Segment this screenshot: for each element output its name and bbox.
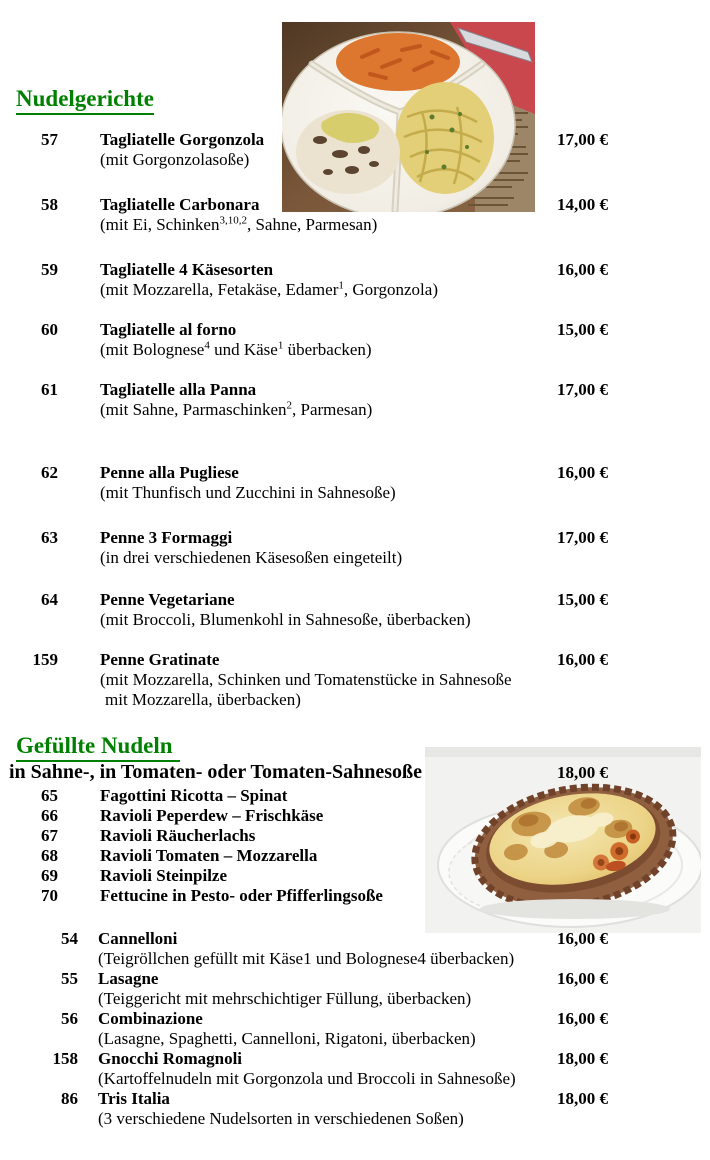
item-number: 65 <box>41 786 58 805</box>
sauce-options-line <box>9 760 608 784</box>
item-name: Combinazione <box>98 1009 203 1028</box>
menu-item <box>0 929 608 969</box>
item-number: 60 <box>41 320 58 339</box>
item-price: 16,00 € <box>557 650 608 669</box>
item-name: Tagliatelle Gorgonzola <box>100 130 265 149</box>
item-price: 14,00 € <box>557 195 608 214</box>
item-number: 158 <box>52 1049 78 1068</box>
item-price: 17,00 € <box>557 380 608 399</box>
item-name: Lasagne <box>98 969 159 988</box>
item-price: 15,00 € <box>557 320 608 339</box>
menu-item <box>0 969 608 1009</box>
baked-pasta-items <box>0 929 608 1129</box>
item-name: Penne 3 Formaggi <box>100 528 233 547</box>
item-name: Tagliatelle Carbonara <box>100 195 260 214</box>
item-description: (3 verschiedene Nudelsorten in verschiedenen Soßen) <box>98 1109 464 1128</box>
menu-item <box>0 528 608 568</box>
item-price: 17,00 € <box>557 528 608 547</box>
menu-item <box>0 130 608 170</box>
item-name: Ravioli Peperdew – Frischkäse <box>100 806 324 825</box>
item-description: (mit Bolognese$^4$ und Käse$^1$ überbacken) <box>100 339 372 359</box>
menu-item <box>0 1009 608 1049</box>
item-price: 18,00 € <box>557 1089 608 1108</box>
list-item <box>0 846 608 866</box>
item-number: 64 <box>41 590 58 609</box>
item-name: Tagliatelle al forno <box>100 320 237 339</box>
item-price: 17,00 € <box>557 130 608 149</box>
list-item <box>0 826 608 846</box>
item-description: (in drei verschiedenen Käsesoßen eingeteilt) <box>100 548 403 567</box>
item-number: 63 <box>41 528 58 547</box>
item-name: Penne Gratinate <box>100 650 220 669</box>
item-number: 58 <box>41 195 58 214</box>
item-name: Penne Vegetariane <box>100 590 235 609</box>
item-description: (mit Mozzarella, Schinken und Tomatenstücke in Sahnesoße <box>100 670 512 689</box>
menu-item <box>0 463 608 503</box>
item-name: Ravioli Tomaten – Mozzarella <box>100 846 318 865</box>
item-number: 61 <box>41 380 58 399</box>
list-item <box>0 886 608 906</box>
list-item <box>0 866 608 886</box>
item-price: 16,00 € <box>557 969 608 988</box>
item-description: (Kartoffelnudeln mit Gorgonzola und Broccoli in Sahnesoße) <box>98 1069 516 1088</box>
item-name: Fagottini Ricotta – Spinat <box>100 786 288 805</box>
item-description: (mit Sahne, Parmaschinken$^2$, Parmesan) <box>100 399 373 419</box>
list-item <box>0 806 608 826</box>
item-price: 15,00 € <box>557 590 608 609</box>
item-number: 55 <box>61 969 78 988</box>
menu-item <box>0 380 608 420</box>
list-item <box>0 786 608 806</box>
item-description: (Teiggericht mit mehrschichtiger Füllung, überbacken) <box>98 989 472 1008</box>
menu-item <box>0 320 608 360</box>
item-price: 16,00 € <box>557 463 608 482</box>
section-heading-text: Gefüllte Nudeln <box>16 733 180 762</box>
item-name: Penne alla Pugliese <box>100 463 239 482</box>
item-description: (mit Broccoli, Blumenkohl in Sahnesoße, überbacken) <box>100 610 471 629</box>
menu-item <box>0 195 608 235</box>
item-number: 59 <box>41 260 58 279</box>
item-price: 16,00 € <box>557 929 608 948</box>
menu-item <box>0 260 608 300</box>
item-number: 54 <box>61 929 78 948</box>
menu-item <box>0 1049 608 1089</box>
item-name: Tris Italia <box>98 1089 170 1108</box>
item-name: Fettucine in Pesto- oder Pfifferlingsoße <box>100 886 383 905</box>
section-heading-gefuellte-nudeln <box>16 733 180 762</box>
item-description: (mit Mozzarella, Fetakäse, Edamer$^1$, Gorgonzola) <box>100 279 438 299</box>
item-price: 18,00 € <box>557 1049 608 1068</box>
item-name: Cannelloni <box>98 929 178 948</box>
menu-item <box>0 590 608 630</box>
item-number: 57 <box>41 130 58 149</box>
item-number: 56 <box>61 1009 78 1028</box>
item-name: Tagliatelle 4 Käsesorten <box>100 260 274 279</box>
item-description: (Lasagne, Spaghetti, Cannelloni, Rigatoni, überbacken) <box>98 1029 476 1048</box>
item-number: 66 <box>41 806 58 825</box>
item-number: 69 <box>41 866 58 885</box>
item-description: (mit Gorgonzolasoße) <box>100 150 250 169</box>
section-heading-text: Nudelgerichte <box>16 86 154 115</box>
sauce-options-price: 18,00 € <box>557 763 608 782</box>
item-description: (Teigröllchen gefüllt mit Käse1 und Bolognese4 überbacken) <box>98 949 515 968</box>
filled-pasta-list <box>0 786 608 906</box>
sauce-options-text: in Sahne-, in Tomaten- oder Tomaten-Sahnesoße <box>9 761 423 783</box>
pasta-trio-plate-image <box>282 22 535 212</box>
item-description-line2: mit Mozzarella, überbacken) <box>105 690 301 709</box>
menu-item <box>0 650 608 710</box>
item-number: 86 <box>61 1089 78 1108</box>
item-price: 16,00 € <box>557 260 608 279</box>
item-number: 68 <box>41 846 58 865</box>
item-number: 67 <box>41 826 58 845</box>
item-description: (mit Ei, Schinken$^{3,10,2}$, Sahne, Parmesan) <box>100 214 378 234</box>
item-description: (mit Thunfisch und Zucchini in Sahnesoße) <box>100 483 396 502</box>
item-name: Ravioli Steinpilze <box>100 866 228 885</box>
menu-item <box>0 1089 608 1129</box>
item-name: Gnocchi Romagnoli <box>98 1049 243 1068</box>
item-number: 62 <box>41 463 58 482</box>
item-price: 16,00 € <box>557 1009 608 1028</box>
item-number: 70 <box>41 886 58 905</box>
item-name: Ravioli Räucherlachs <box>100 826 256 845</box>
pasta-trio-plate-photo <box>282 22 535 212</box>
item-number: 159 <box>32 650 58 669</box>
item-name: Tagliatelle alla Panna <box>100 380 257 399</box>
section-heading-nudelgerichte <box>16 86 154 115</box>
